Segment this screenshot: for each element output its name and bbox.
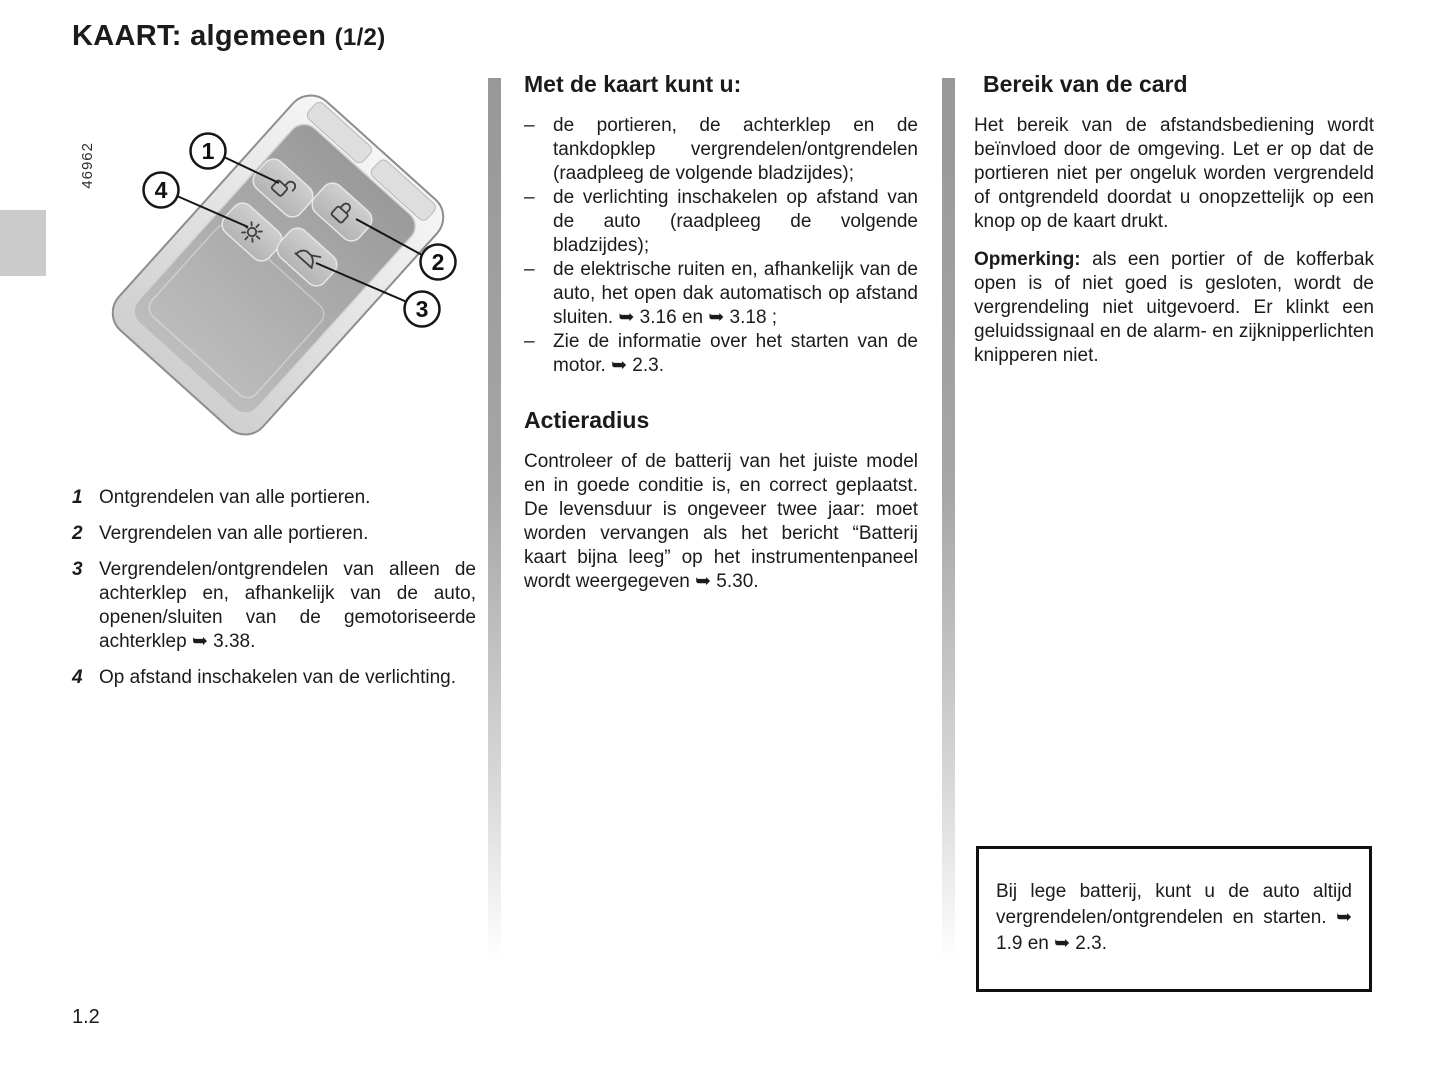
page-number: 1.2 (72, 1006, 100, 1028)
operating-range-paragraph: Controleer of de batterij van het juiste model en in goede conditie is, en correct geplaatst. De levensduur is ongeveer twee jaar: moet worden vervangen als het bericht “Batterij kaart bijna leeg” op het instrumentenpaneel wordt weergegeven ➥ 5.30. (524, 451, 918, 592)
note-paragraph (974, 248, 1374, 368)
legend-item (72, 522, 476, 546)
bullet-item (524, 330, 918, 378)
svg-text:4: 4 (154, 177, 168, 203)
legend-list (72, 486, 476, 702)
svg-text:3: 3 (415, 296, 429, 322)
card-range-paragraph: Het bereik van de afstandsbediening wordt beïnvloed door de omgeving. Let er op dat de portieren niet per ongeluk worden vergrendeld of ontgrendeld doordat u onopzettelijk op een knop op de kaart drukt. (974, 115, 1374, 232)
bullet-text: de elektrische ruiten en, afhankelijk van de auto, het open dak automatisch op afstand sluiten. ➥ 3.16 en ➥ 3.18 ; (553, 259, 918, 328)
bullet-text: Zie de informatie over het starten van de motor. ➥ 2.3. (553, 331, 918, 376)
bullet-marker: – (524, 115, 535, 136)
bullet-item (524, 186, 918, 258)
callout-3 (405, 292, 440, 327)
bullet-item (524, 114, 918, 186)
legend-item-number: 2 (72, 523, 83, 544)
key-card-illustration (70, 80, 482, 472)
callout-4 (144, 173, 179, 208)
bullet-text: de verlichting inschakelen op afstand van de auto (raadpleeg de volgende bladzijdes); (553, 187, 918, 256)
svg-text:1: 1 (201, 138, 215, 164)
key-card-figure (70, 80, 482, 472)
page-title-main: KAART: algemeen (72, 20, 327, 52)
key-card-body (103, 86, 453, 445)
legend-item (72, 666, 476, 690)
battery-warning-text: Bij lege batterij, kunt u de auto altijd vergrendelen/ontgrendelen en starten. ➥ 1.9 en ➥ 2.3. (996, 881, 1352, 954)
bullet-text: de portieren, de achterklep en de tankdopklep vergrendelen/ontgrendelen (raadpleeg de volgende bladzijdes); (553, 115, 918, 184)
legend-item-text: Vergrendelen van alle portieren. (99, 523, 369, 544)
legend-item-text: Op afstand inschakelen van de verlichting. (99, 667, 456, 688)
legend-item-text: Ontgrendelen van alle portieren. (99, 487, 371, 508)
section-heading-operating-range: Actieradius (524, 407, 650, 433)
middle-column (524, 70, 918, 608)
legend-item (72, 558, 476, 654)
right-column (974, 70, 1374, 382)
legend-item-number: 4 (72, 667, 83, 688)
chapter-tab-marker (0, 210, 46, 276)
battery-warning-box (976, 846, 1372, 992)
section-heading-card-range: Bereik van de card (983, 71, 1188, 97)
callout-1 (191, 134, 226, 169)
legend-item-number: 3 (72, 559, 83, 580)
section-heading-card-functions: Met de kaart kunt u: (524, 71, 742, 97)
page-title (72, 20, 386, 53)
bullet-item (524, 258, 918, 330)
bullet-marker: – (524, 259, 535, 280)
column-divider (942, 78, 955, 990)
svg-text:2: 2 (431, 249, 445, 275)
note-label: Opmerking: (974, 249, 1081, 270)
page-title-suffix: (1/2) (334, 24, 386, 51)
figure-number: 46962 (79, 142, 96, 189)
column-divider (488, 78, 501, 990)
legend-item (72, 486, 476, 510)
legend-item-text: Vergrendelen/ontgrendelen van alleen de achterklep en, afhankelijk van de auto, openen/sluiten van de gemotoriseerde achterklep ➥ 3.38. (99, 559, 476, 652)
bullet-marker: – (524, 187, 535, 208)
note-text: als een portier of de kofferbak open is of niet goed is gesloten, wordt de vergrendeling niet uitgevoerd. Er klinkt een geluidssignaal en de alarm- en zijknipperlichten knipperen niet. (974, 249, 1374, 366)
legend-item-number: 1 (72, 487, 83, 508)
callout-2 (421, 245, 456, 280)
bullet-marker: – (524, 331, 535, 352)
